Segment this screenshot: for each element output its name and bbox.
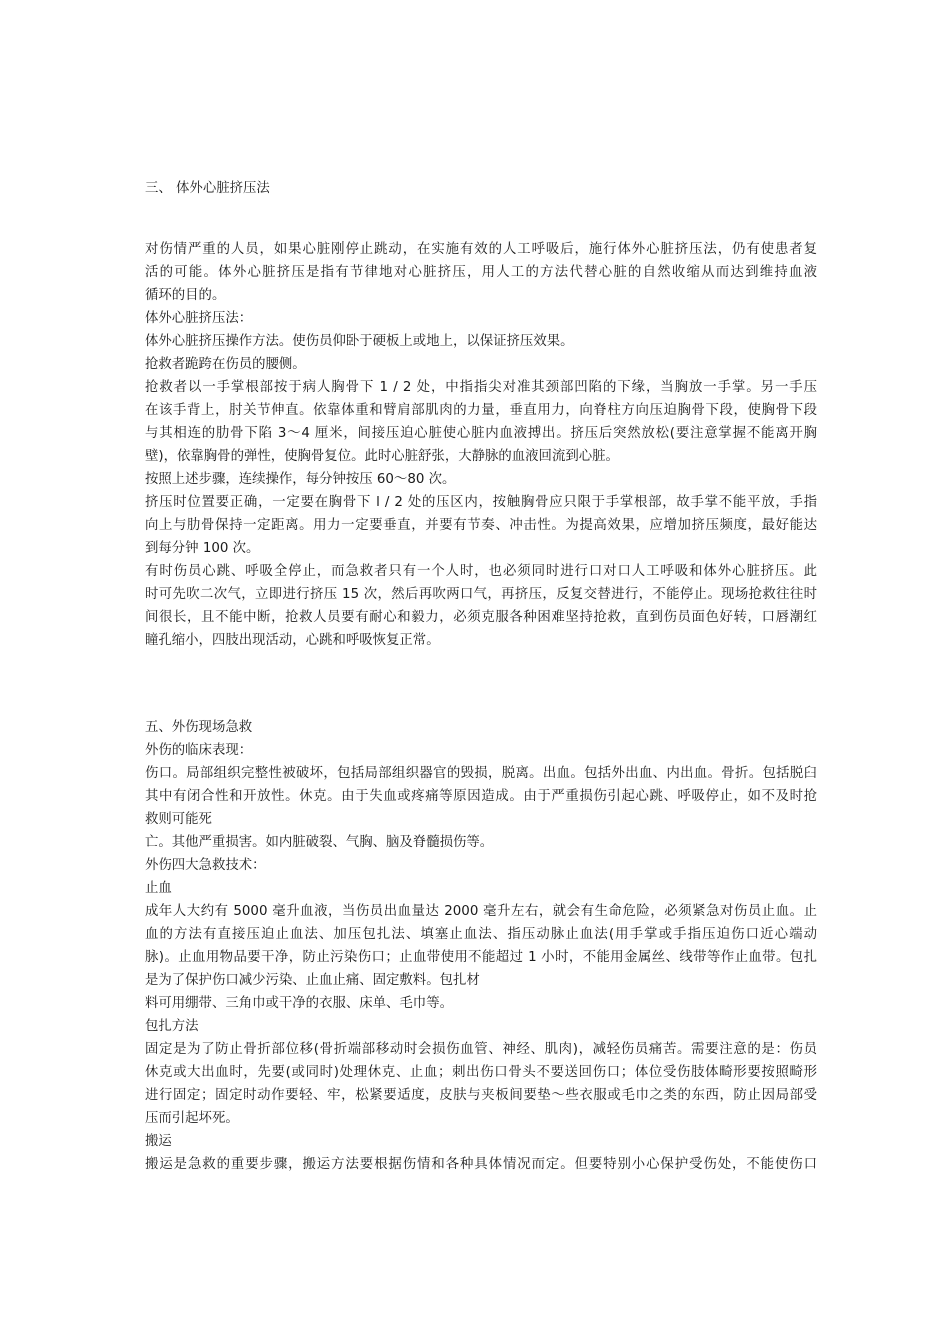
subheading: 体外心脏挤压法： [145,311,253,326]
paragraph-line: 抢救者以一手掌根部按于病人胸骨下 1 / 2 处，中指指尖对准其颈部凹陷的下缘，当胸放一手掌。另一手压 [145,380,817,395]
paragraph-line: 脉)。止血用物品要干净，防止污染伤口；止血带使用不能超过 1 小时，不能用金属丝、线带等作止血带。包扎 [145,950,817,965]
spacer [145,652,817,716]
paragraph-line: 成年人大约有 5000 毫升血液，当伤员出血量达 2000 毫升左右，就会有生命危险，必须紧急对伤员止血。止 [145,904,817,919]
section-heading-trauma: 五、外伤现场急救 [145,720,253,735]
paragraph-line: 循环的目的。 [145,288,226,303]
subheading: 外伤四大急救技术： [145,858,266,873]
paragraph-line: 对伤情严重的人员，如果心脏刚停止跳动，在实施有效的人工呼吸后，施行体外心脏挤压法，仍有使患者复 [145,242,817,257]
paragraph-line: 有时伤员心跳、呼吸全停止，而急救者只有一个人时，也必须同时进行口对口人工呼吸和体外心脏挤压。此 [145,564,817,579]
paragraph-line: 料可用绷带、三角巾或干净的衣服、床单、毛巾等。 [145,996,453,1011]
paragraph-line: 救则可能死 [145,812,212,827]
paragraph-line: 体外心脏挤压操作方法。使伤员仰卧于硬板上或地上，以保证挤压效果。 [145,334,574,349]
paragraph-line: 固定是为了防止骨折部位移(骨折端部移动时会损伤血管、神经、肌肉)，减轻伤员痛苦。需要注意的是：伤员 [145,1042,817,1057]
paragraph-line: 时可先吹二次气，立即进行挤压 15 次，然后再吹两口气，再挤压，反复交替进行，不能停止。现场抢救往往时 [145,587,817,602]
paragraph-line: 挤压时位置要正确，一定要在胸骨下 l / 2 处的压区内，按触胸骨应只限于手掌根部，故手掌不能平放，手指 [145,495,817,510]
paragraph-line: 搬运是急救的重要步骤，搬运方法要根据伤情和各种具体情况而定。但要特别小心保护受伤处，不能使伤口 [145,1157,817,1172]
subheading: 止血 [145,881,172,896]
subheading: 搬运 [145,1134,172,1149]
paragraph-line: 间很长，且不能中断，抢救人员要有耐心和毅力，必须克服各种困难坚持抢救，直到伤员面色好转，口唇潮红 [145,610,817,625]
paragraph-line: 压而引起坏死。 [145,1111,239,1126]
paragraph-line: 血的方法有直接压迫止血法、加压包扎法、填塞止血法、指压动脉止血法(用手掌或手指压迫伤口近心端动 [145,927,817,942]
paragraph-line: 其中有闭合性和开放性。休克。由于失血或疼痛等原因造成。由于严重损伤引起心跳、呼吸停止，如不及时抢 [145,789,817,804]
paragraph-line: 与其相连的肋骨下陷 3～4 厘米，间接压迫心脏使心脏内血液搏出。挤压后突然放松(要注意掌握不能离开胸 [145,426,817,441]
paragraph-line: 进行固定；固定时动作要轻、牢，松紧要适度，皮肤与夹板间要垫～些衣服或毛巾之类的东西，防止因局部受 [145,1088,817,1103]
paragraph-line: 壁)，依靠胸骨的弹性，使胸骨复位。此时心脏舒张，大静脉的血液回流到心脏。 [145,449,619,464]
paragraph-line: 伤口。局部组织完整性被破坏，包括局部组织器官的毁损，脱离。出血。包括外出血、内出血。骨折。包括脱臼 [145,766,817,781]
document-body [145,177,817,1176]
paragraph-line: 到每分钟 100 次。 [145,541,260,556]
subheading: 包扎方法 [145,1019,199,1034]
paragraph-line: 亡。其他严重损害。如内脏破裂、气胸、脑及脊髓损伤等。 [145,835,494,850]
paragraph-line: 瞳孔缩小，四肢出现活动，心跳和呼吸恢复正常。 [145,633,440,648]
subheading: 外伤的临床表现： [145,743,253,758]
paragraph-line: 活的可能。体外心脏挤压是指有节律地对心脏挤压，用人工的方法代替心脏的自然收缩从而达到维持血液 [145,265,817,280]
paragraph-line: 是为了保护伤口减少污染、止血止痛、固定敷料。包扎材 [145,973,480,988]
spacer [145,200,817,238]
section-heading-cpr: 三、 体外心脏挤压法 [145,181,270,196]
paragraph-line: 向上与肋骨保持一定距离。用力一定要垂直，并要有节奏、冲击性。为提高效果，应增加挤压频度，最好能达 [145,518,817,533]
paragraph-line: 按照上述步骤，连续操作，每分钟按压 60～80 次。 [145,472,456,487]
paragraph-line: 在该手背上，肘关节伸直。依靠体重和臂肩部肌肉的力量，垂直用力，向脊柱方向压迫胸骨下段，使胸骨下段 [145,403,817,418]
paragraph-line: 抢救者跪跨在伤员的腰侧。 [145,357,306,372]
paragraph-line: 休克或大出血时，先要(或同时)处理休克、止血；刺出伤口骨头不要送回伤口；体位受伤肢体畸形要按照畸形 [145,1065,817,1080]
